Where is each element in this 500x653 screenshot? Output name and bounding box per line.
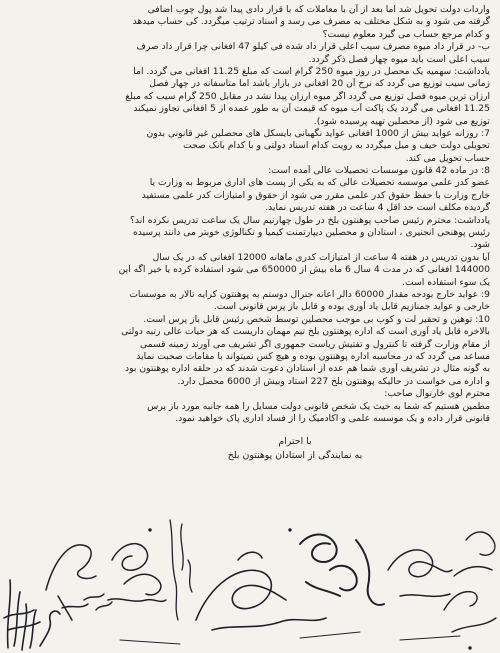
text-line: مطمین هستیم که شما به حیث یک شخص قانونی دولت مسایل را همه جانبه مورد باز پرس [147,400,490,412]
text-line: یادداشت: محترم رئیس صاحب پوهنتون بلخ در طول چهارنیم سال یک ساعت تدریس نکرده اند؟ [130,214,490,226]
text-line: خارجی و عواید جمنازیم قابل یاد آوری بوده و قابل باز پرس قانونی است. [213,301,490,313]
text-line: گرفته می شود و به شکل مختلف به مصرف می رسد و اسناد ترتیب میگردد. کی حساب میدهد [132,16,490,28]
text-line: شود. [470,239,490,251]
text-line: محترم لوی څارنوال صاحب: [384,388,490,400]
signature-2 [46,545,112,620]
text-line: ارزان ترین میوه فصل توزیع می گردد اگر میوه ارزان پیدا نشد در مقابل 250 گرام سیب که مبلغ [125,90,490,102]
text-line: و اداره می خواست در حالیکه پوهنتون بلخ 227 استاد وبیش از 6000 محصل دارد. [177,375,490,387]
letter-body [10,4,490,425]
text-line: به گونه مثال در تشریف آوری شما هم عده از استادان دعوت شدند که در حلقه اداره پوهنتون بود [125,363,490,375]
closing-signatory: به نمایندگی از استادان پوهنتون بلخ [227,450,363,462]
text-line: 10: توهین و تحقیر لت و کوب بی موجب محصلین توسط شخص رئیس قابل باز پرس است. [143,313,490,325]
signature-6 [300,534,384,604]
text-line: ب- در قرار داد میوه مصرف سیب اعلی قرار داد شده فی کیلو 47 افغانی چرا قرار داد صرف [136,41,490,53]
text-line: رئیس پوهنحی انجنیری ، استادان و محصلین دیپارتمنت کیمیا و تکنالوژی خوبتر می دانند پرسیده [132,227,490,239]
text-line: 9: عواید خارج بودجه مقدار 60000 دالر اعانه جنرال دوستم به پوهنتون کرایه تالار به موسسات [129,288,490,300]
text-line: واردات دولت تحویل شد اما بعد از آن با معاملات که با قرار دادی پیدا شد پول چوب اضافی [147,4,490,15]
text-line: تحویلی دولت حیف و میل میگردد به رویت کدام اسناد دولتی و با کدام بانک صحت [183,140,490,152]
text-line: حساب تحویل می کند. [405,152,490,164]
text-line: زمانی سیب توزیع می گردد که نرخ آن 20 افغانی در بازار باشد اما متاسفانه در چهار فصل [149,78,490,90]
signature-4 [170,520,192,620]
text-line: و کدام مرجع حساب می گیرد معلوم نیست؟ [322,28,490,40]
text-line: عضو کدر علمی موسسه تحصیلات عالی که به یکی از پست های اداری مربوط به وزارت یا [149,177,490,189]
signature-5 [196,552,326,630]
text-line: یادداشت: سهمیه یک محصل در روز میوه 250 گرام است که مبلغ 11.25 افغانی می گردد. اما [133,65,490,77]
closing-salutation: با احترام [278,436,312,448]
text-line: از مقام وزارت گرفته تا کنترول و تفتیش ریاست جمهوری اگر تشریف می آورند زمینه قسمی [139,338,490,350]
signature-7 [388,550,452,596]
text-line: گردیده مکلف است حد اقل 4 ساعت در هفته تدریس نماید. [265,202,490,214]
text-line: بالاخره قابل یاد آوری است که اداره پوهنتون بلخ تیم مهمان داریست که هر حیات عالی رتبه دولتی [121,326,490,338]
text-line: 11.25 افغانی می گردد یک پاکت آب میوه که قیمت آن به طور عمده از 5 افغانی تجاوز نمیکند [133,103,490,115]
text-line: قانونی قرار داده و یک موسسه علمی و اکادمیک را از فساد اداری پاک خواهید نمود. [175,412,490,424]
signature-block [0,500,500,653]
text-line: آیا بدون تدریس در هفته 4 ساعت از امتیازات کدری ماهانه 12000 افغانی که در یک سال [152,251,490,263]
text-line: 8: در ماده 42 قانون موسسات تحصیلات عالی آمده است: [268,165,490,177]
text-line: توزیع می شود (از محصلین تهیه پرسیده شود). [313,115,490,127]
text-line: خارج وزارت با حفظ حقوق کدر علمی مقرر می شود از حقوق و امتیازات کدر علمی مستفید [141,189,490,201]
text-line: یک سوء استفاده است. [402,276,490,288]
text-line: مساعد می گردد که در محاسبه اداره پوهنتون بوده و هیچ کس نمیتواند با مقامات صحبت نماید [136,350,490,362]
text-line: 7: روزانه عواید بیش از 1000 افغانی عواید نگهبانی بایسکل های محصلین غیر قانونی بدون [146,127,490,139]
signature-1 [4,580,60,650]
text-line: 144000 افغانی که در مدت 4 سال 6 ماه بیش از 650000 می شود استفاده کرده یا خیر اگه این [118,264,490,276]
text-line: سیب اعلی است باید میوه چهار فصل ذکر گردد. [308,53,490,65]
signature-8 [444,532,496,632]
signature-3 [108,544,166,602]
letter-closing [10,435,490,463]
signatures-drawing [0,500,500,653]
